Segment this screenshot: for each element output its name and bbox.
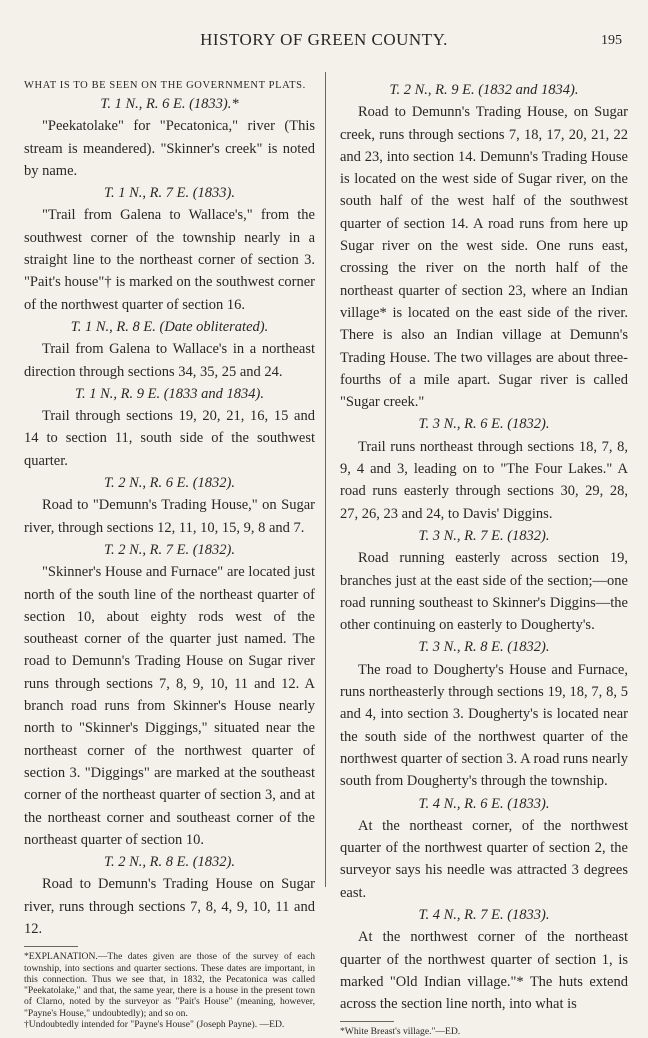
running-header: HISTORY OF GREEN COUNTY.	[200, 30, 448, 49]
section-heading: WHAT IS TO BE SEEN ON THE GOVERNMENT PLATS.	[24, 80, 306, 91]
township-heading: T. 2 N., R. 8 E. (1832).	[103, 854, 236, 871]
township-heading: T. 2 N., R. 7 E. (1832).	[103, 541, 236, 558]
paragraph: Trail from Galena to Wallace's in a northeast direction through sections 34, 35, 25 and 24.	[24, 341, 315, 380]
paragraph: The road to Dougherty's House and Furnace, runs northeasterly through sections 19, 18, 7, 8, 5 and 4, into section 3. Dougherty's is located near the south side of the northwest quarter of the northwest quarter of section 3. A road runs nearly south from Dougherty's through the township.	[340, 661, 628, 790]
paragraph: At the northwest corner of the northeast quarter of the northwest quarter of section 1, is marked "Old Indian village."* The huts extend across the section line north, into what is	[340, 929, 628, 1013]
paragraph: Trail through sections 19, 20, 21, 16, 15 and 14 to section 11, south side of the southwest quarter.	[24, 408, 315, 469]
township-heading: T. 1 N., R. 8 E. (Date obliterated).	[70, 318, 269, 335]
column-divider	[325, 72, 326, 887]
footnote: *EXPLANATION.—The dates given are those of the survey of each township, into sections and quarter sections. These dates are important, in this connection. Thus we see that, in 1832, the Pecatonica was called "Peekatolake," and that, the same year, there is a house in the present town of Clarno, noted by the surveyor as "Pait's House" (meaning, however, "Payne's House," undoubtedly); and so on.	[24, 951, 315, 1019]
township-heading: T. 1 N., R. 9 E. (1833 and 1834).	[74, 385, 265, 402]
township-heading: T. 3 N., R. 7 E. (1832).	[418, 527, 550, 544]
paragraph: At the northeast corner, of the northwest quarter of the northwest quarter of section 2, the surveyor says his needle was attracted 3 degrees east.	[340, 817, 628, 901]
township-heading: T. 4 N., R. 7 E. (1833).	[418, 906, 550, 923]
township-heading: T. 1 N., R. 6 E. (1833).*	[100, 96, 239, 112]
paragraph: "Skinner's House and Furnace" are located just north of the south line of the northeast quarter of section 10, about eighty rods west of the southeast corner of the quarter just named. The road to Demunn's Trading House on Sugar river runs through sections 7, 8, 9, 10, 11 and 12. A branch road runs from Skinner's House nearly north to "Skinner's Diggings," situated near the northeast corner of the northwest quarter of section 3. "Diggings" are marked at the southeast corner of the northeast quarter of section 3, and at the northeast corner and southeast corner of the northeast quarter of section 10.	[24, 564, 315, 848]
right-column	[340, 79, 628, 1038]
paragraph: Road running easterly across section 19, branches just at the east side of the section;—one road running southeast to Skinner's Diggins—the other continuing on easterly to Dougherty's.	[340, 550, 628, 634]
paragraph: Trail runs northeast through sections 18, 7, 8, 9, 4 and 3, leading on to "The Four Lakes." A road runs easterly through sections 30, 29, 28, 27, 26, 23 and 24, to Davis' Diggins.	[340, 438, 628, 522]
township-heading: T. 1 N., R. 7 E. (1833).	[103, 185, 236, 202]
township-heading: T. 3 N., R. 8 E. (1832).	[418, 639, 550, 656]
paragraph: Road to "Demunn's Trading House," on Sugar river, through sections 12, 11, 10, 15, 9, 8 and 7.	[24, 497, 315, 536]
township-heading: T. 4 N., R. 6 E. (1833).	[418, 795, 550, 812]
paragraph: Road to Demunn's Trading House, on Sugar creek, runs through sections 7, 18, 17, 20, 21, 22 and 23, into section 14. Demunn's Trading House is located on the west side of Sugar river, on the south half of the west half of the southwest quarter of section 14. A road runs from here up Sugar river on the west side. One runs east, crossing the river on the north half of the northeast quarter of section 23, where an Indian village* is located on the east side of the river. There is also an Indian village at Demunn's Trading House. The two villages are about three-fourths of a mile apart. Sugar river is called "Sugar creek."	[340, 104, 628, 411]
footnote-rule	[340, 1021, 394, 1022]
township-heading: T. 2 N., R. 9 E. (1832 and 1834).	[389, 82, 579, 98]
footnote: †Undoubtedly intended for "Payne's House" (Joseph Payne). —ED.	[24, 1019, 285, 1031]
page-number: 195	[601, 33, 622, 48]
township-heading: T. 3 N., R. 6 E. (1832).	[418, 416, 550, 433]
footnote: *White Breast's village."—ED.	[340, 1026, 461, 1038]
paragraph: Road to Demunn's Trading House on Sugar river, runs through sections 7, 8, 4, 9, 10, 11 and 12.	[24, 876, 315, 937]
footnote-rule	[24, 946, 78, 947]
paragraph: "Peekatolake" for "Pecatonica," river (This stream is meandered). "Skinner's creek" is noted by name.	[24, 118, 315, 179]
township-heading: T. 2 N., R. 6 E. (1832).	[103, 475, 236, 492]
left-column	[24, 79, 315, 1030]
paragraph: "Trail from Galena to Wallace's," from the southwest corner of the township nearly in a straight line to the northeast corner of section 3. "Pait's house"† is marked on the southwest corner of the northwest quarter of section 16.	[24, 207, 315, 313]
